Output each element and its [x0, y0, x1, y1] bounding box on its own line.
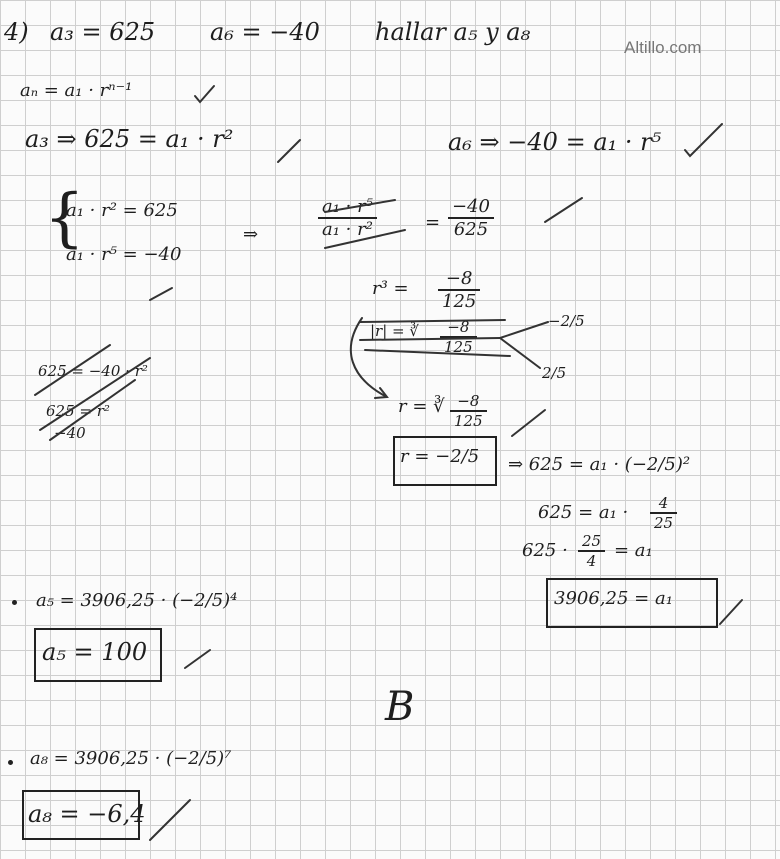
a1-step-1: ⇒ 625 = a₁ · (−2/5)² — [508, 454, 691, 475]
division-numerator: a₁ · r⁵ — [318, 196, 377, 219]
abs-r-numerator: −8 — [440, 318, 477, 338]
r-root-denominator: 125 — [454, 412, 483, 430]
a1-step-3-numerator: 25 — [578, 532, 605, 552]
check-mark-r — [512, 410, 545, 436]
problem-number: 4) — [4, 18, 29, 46]
check-mark-division — [545, 198, 582, 222]
branch-positive: 2/5 — [542, 364, 567, 382]
check-mark-a5 — [185, 650, 210, 668]
curved-arrow-head — [375, 388, 387, 398]
r-root-lhs: r = ∛ — [398, 396, 445, 417]
r-cubed-denominator: 125 — [442, 291, 477, 312]
strike-abs-3 — [365, 350, 510, 356]
a1-step-3: 625 · — [522, 540, 568, 561]
given-a3: a₃ = 625 — [50, 18, 156, 46]
branch-negative: −2/5 — [548, 312, 585, 330]
watermark: Altillo.com — [624, 38, 702, 57]
stamp-letter: B — [385, 684, 415, 730]
a5-expression: a₅ = 3906,25 · (−2/5)⁴ — [36, 590, 238, 611]
a1-step-2-fraction — [650, 494, 677, 532]
a1-step-2-denominator: 25 — [654, 514, 674, 532]
r-cubed-numerator: −8 — [438, 268, 480, 291]
a1-step-3-rhs: = a₁ — [614, 540, 653, 561]
abs-r-line: |r| = ∛ — [370, 322, 419, 340]
check-mark-system — [150, 288, 172, 300]
a1-step-2-numerator: 4 — [650, 494, 677, 514]
given-a6: a₆ = −40 — [210, 18, 320, 46]
check-mark-a1 — [720, 600, 742, 624]
r-root-numerator: −8 — [450, 392, 487, 412]
system-brace: { — [44, 181, 85, 255]
check-mark-a8 — [150, 800, 190, 840]
crossed-line-1: 625 = −40 · r² — [38, 362, 148, 380]
r-cubed-fraction — [438, 268, 480, 312]
check-mark-a6 — [685, 124, 722, 156]
task-text: hallar a₅ y a₈ — [375, 18, 531, 46]
a1-step-3-fraction — [578, 532, 605, 570]
division-rhs — [448, 196, 494, 240]
system-arrow: ⇒ — [243, 224, 259, 245]
crossed-line-2: 625 = r² — [46, 402, 110, 420]
abs-r-fraction — [440, 318, 477, 356]
crossed-line-3: −40 — [54, 424, 86, 442]
bullet-a5 — [12, 600, 17, 605]
division-rhs-numerator: −40 — [448, 196, 494, 219]
general-formula: aₙ = a₁ · rⁿ⁻¹ — [20, 80, 133, 101]
r-cubed-lhs: r³ = — [372, 278, 409, 299]
a3-equation: a₃ ⇒ 625 = a₁ · r² — [25, 125, 234, 153]
a8-result: a₈ = −6,4 — [28, 800, 146, 828]
branch-line-down — [500, 338, 540, 368]
division-fraction — [318, 196, 377, 240]
check-mark-a3 — [278, 140, 300, 162]
a6-equation: a₆ ⇒ −40 = a₁ · r⁵ — [448, 128, 662, 156]
branch-line-up — [500, 322, 548, 338]
a8-expression: a₈ = 3906,25 · (−2/5)⁷ — [30, 748, 232, 769]
a1-step-3-denominator: 4 — [586, 552, 597, 570]
check-mark-formula — [195, 86, 214, 102]
bullet-a8 — [8, 760, 13, 765]
abs-r-denominator: 125 — [444, 338, 473, 356]
a1-result: 3906,25 = a₁ — [554, 588, 673, 609]
division-rhs-denominator: 625 — [453, 219, 489, 240]
division-equals: = — [425, 212, 441, 233]
a5-result: a₅ = 100 — [42, 638, 148, 666]
r-root-fraction — [450, 392, 487, 430]
a1-step-2: 625 = a₁ · — [538, 502, 629, 523]
r-result: r = −2/5 — [400, 446, 480, 467]
system-eq2: a₁ · r⁵ = −40 — [66, 244, 182, 265]
system-eq1: a₁ · r² = 625 — [66, 200, 178, 221]
division-denominator: a₁ · r² — [322, 219, 373, 240]
